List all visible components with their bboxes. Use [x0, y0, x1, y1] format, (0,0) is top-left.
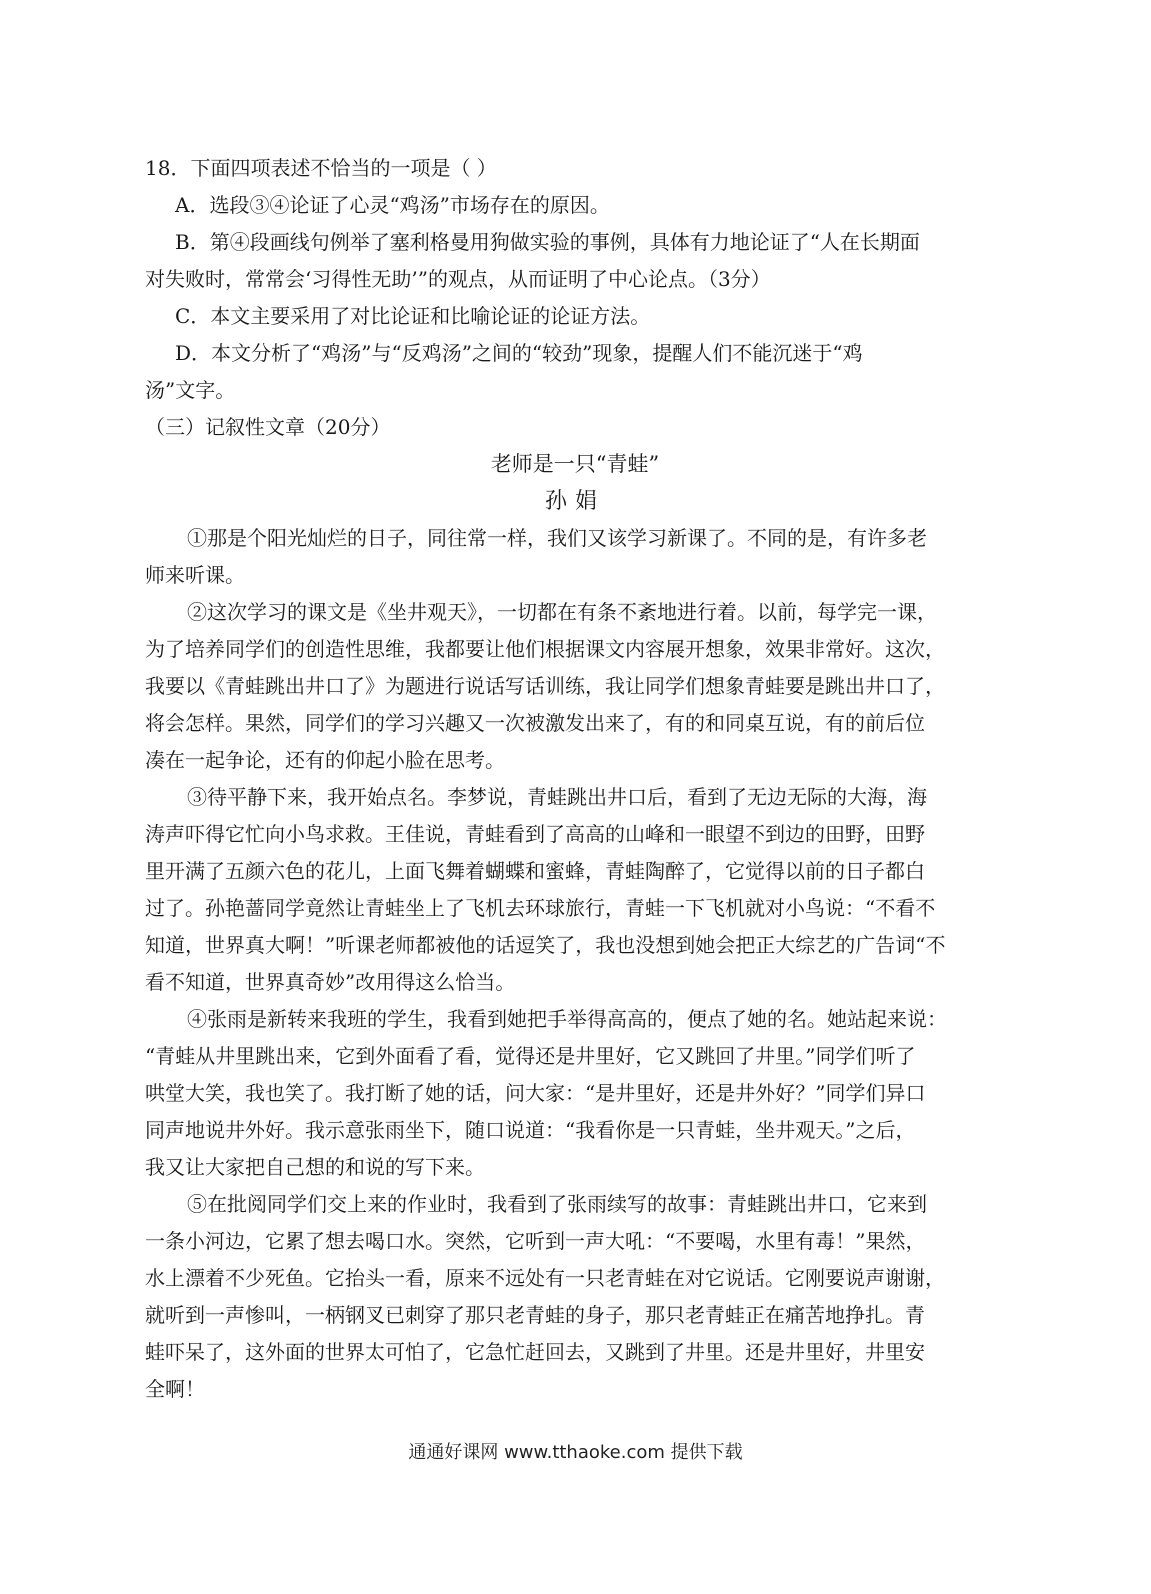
paragraph-4-line: 同声地说井外好。我示意张雨坐下，随口说道：“我看你是一只青蛙，坐井观天。”之后， [145, 1118, 916, 1142]
paragraph-4-line: “青蛙从井里跳出来，它到外面看了看，觉得还是井里好，它又跳回了井里。”同学们听了 [145, 1044, 916, 1068]
option-c: C．本文主要采用了对比论证和比喻论证的论证方法。 [175, 304, 651, 328]
paragraph-4-line: ④张雨是新转来我班的学生，我看到她把手举得高高的，便点了她的名。她站起来说： [187, 1007, 947, 1031]
paragraph-3-line: ③待平静下来，我开始点名。李梦说，青蛙跳出井口后，看到了无边无际的大海，海 [187, 785, 927, 809]
footer-watermark: 通通好课网 www.tthaoke.com 提供下载 [408, 1442, 743, 1463]
paragraph-5-line: 一条小河边，它累了想去喝口水。突然，它听到一声大吼：“不要喝，水里有毒！”果然， [145, 1229, 926, 1253]
option-b-line-1: B．第④段画线句例举了塞利格曼用狗做实验的事例，具体有力地论证了“人在长期面 [175, 230, 920, 254]
paragraph-2-line: 凑在一起争论，还有的仰起小脸在思考。 [145, 748, 505, 772]
option-b-line-2: 对失败时，常常会‘习得性无助’”的观点，从而证明了中心论点。（3分） [145, 267, 771, 291]
paragraph-3-line: 知道，世界真大啊！”听课老师都被他的话逗笑了，我也没想到她会把正大综艺的广告词“不 [145, 933, 946, 957]
paragraph-2-line: 将会怎样。果然，同学们的学习兴趣又一次被激发出来了，有的和同桌互说，有的前后位 [145, 711, 925, 735]
paragraph-5-line: 全啊！ [145, 1377, 205, 1401]
paragraph-3-line: 过了。孙艳蔷同学竟然让青蛙坐上了飞机去环球旅行，青蛙一下飞机就对小鸟说：“不看不 [145, 896, 936, 920]
paragraph-3-line: 看不知道，世界真奇妙”改用得这么恰当。 [145, 970, 516, 994]
option-d-line-1: D．本文分析了“鸡汤”与“反鸡汤”之间的“较劲”现象，提醒人们不能沉迷于“鸡 [175, 341, 863, 365]
paragraph-5-line: 就听到一声惨叫，一柄钢叉已刺穿了那只老青蛙的身子，那只老青蛙正在痛苦地挣扎。青 [145, 1303, 925, 1327]
paragraph-2-line: ②这次学习的课文是《坐井观天》，一切都在有条不紊地进行着。以前，每学完一课， [187, 600, 937, 624]
paragraph-3-line: 里开满了五颜六色的花儿，上面飞舞着蝴蝶和蜜蜂，青蛙陶醉了，它觉得以前的日子都白 [145, 859, 925, 883]
option-d-line-2: 汤”文字。 [145, 378, 236, 402]
paragraph-5-line: ⑤在批阅同学们交上来的作业时，我看到了张雨续写的故事：青蛙跳出井口，它来到 [187, 1192, 927, 1216]
article-title: 老师是一只“青蛙” [490, 452, 660, 476]
paragraph-5-line: 蛙吓呆了，这外面的世界太可怕了，它急忙赶回去，又跳到了井里。还是井里好，井里安 [145, 1340, 925, 1364]
article-author: 孙娟 [544, 489, 605, 514]
paragraph-2-line: 为了培养同学们的创造性思维，我都要让他们根据课文内容展开想象，效果非常好。这次， [145, 637, 945, 661]
section-heading: （三）记叙性文章（20分） [145, 415, 391, 439]
paragraph-4-line: 哄堂大笑，我也笑了。我打断了她的话，问大家：“是井里好，还是井外好？”同学们异口 [145, 1081, 926, 1105]
document-page [145, 150, 1005, 1408]
paragraph-3-line: 涛声吓得它忙向小鸟求救。王佳说，青蛙看到了高高的山峰和一眼望不到边的田野，田野 [145, 822, 925, 846]
paragraph-1-line: 师来听课。 [145, 563, 245, 587]
question-stem: 18．下面四项表述不恰当的一项是（ ） [145, 156, 497, 180]
option-a: A．选段③④论证了心灵“鸡汤”市场存在的原因。 [175, 193, 610, 217]
paragraph-4-line: 我又让大家把自己想的和说的写下来。 [145, 1155, 485, 1179]
paragraph-2-line: 我要以《青蛙跳出井口了》为题进行说话写话训练，我让同学们想象青蛙要是跳出井口了， [145, 674, 945, 698]
paragraph-5-line: 水上漂着不少死鱼。它抬头一看，原来不远处有一只老青蛙在对它说话。它刚要说声谢谢， [145, 1266, 945, 1290]
paragraph-1-line: ①那是个阳光灿烂的日子，同往常一样，我们又该学习新课了。不同的是，有许多老 [187, 526, 927, 550]
